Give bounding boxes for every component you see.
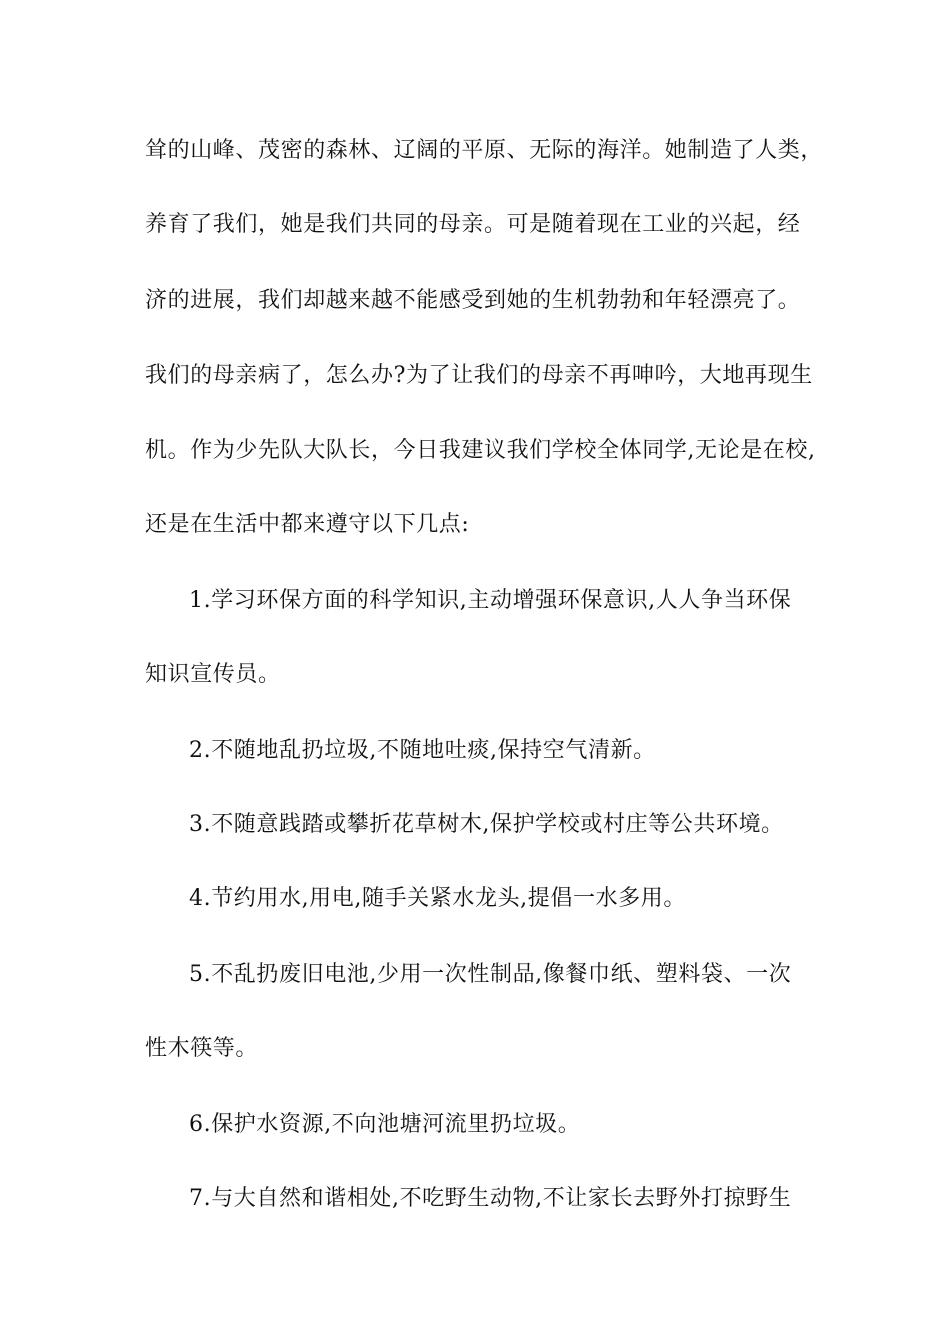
paragraph-line-3: 济的进展，我们却越来越不能感受到她的生机勃勃和年轻漂亮了。 [145,288,801,313]
list-item-1-line-1: 1.学习环保方面的科学知识,主动增强环保意识,人人争当环保 [189,588,792,613]
list-item-2: 2.不随地乱扔垃圾,不随地吐痰,保持空气清新。 [189,738,656,763]
paragraph-line-2: 养育了我们，她是我们共同的母亲。可是随着现在工业的兴起，经 [145,212,801,237]
list-item-4: 4.节约用水,用电,随手关紧水龙头,提倡一水多用。 [189,886,686,911]
list-item-3: 3.不随意践踏或攀折花草树木,保护学校或村庄等公共环境。 [189,812,784,837]
list-item-5-line-2: 性木筷等。 [145,1036,259,1061]
list-item-1-line-2: 知识宣传员。 [145,662,281,687]
paragraph-line-1: 耸的山峰、茂密的森林、辽阔的平原、无际的海洋。她制造了人类， [145,138,824,163]
paragraph-line-4: 我们的母亲病了，怎么办?为了让我们的母亲不再呻吟，大地再现生 [145,363,813,388]
paragraph-line-5: 机。作为少先队大队长，今日我建议我们学校全体同学,无论是在校, [145,438,816,463]
list-item-6: 6.保护水资源,不向池塘河流里扔垃圾。 [189,1112,581,1137]
paragraph-line-6: 还是在生活中都来遵守以下几点: [145,512,470,537]
list-item-7-line-1: 7.与大自然和谐相处,不吃野生动物,不让家长去野外打掠野生 [189,1186,792,1211]
list-item-5-line-1: 5.不乱扔废旧电池,少用一次性制品,像餐巾纸、塑料袋、一次 [189,962,792,987]
